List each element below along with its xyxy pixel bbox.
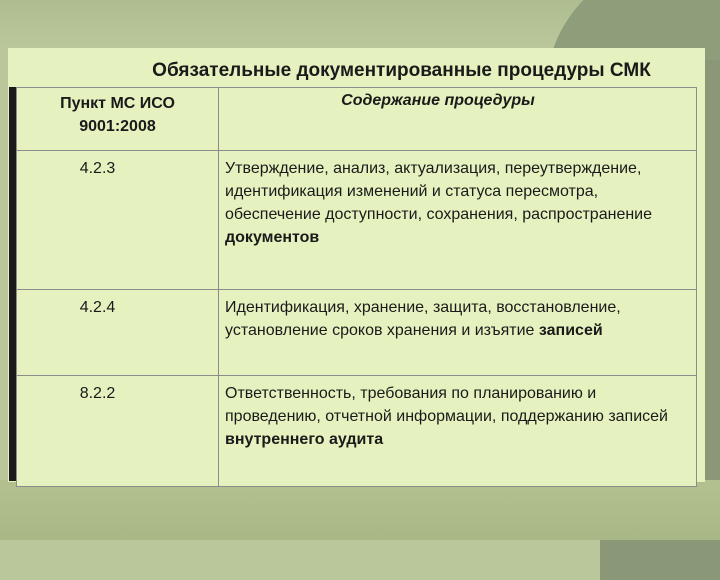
row-text: Ответственность, требования по планированию и проведению, отчетной информации, поддержанию записей [225, 385, 668, 425]
row-description [219, 376, 697, 487]
row-bold-term: записей [538, 322, 603, 339]
row-clause: 4.2.3 [17, 151, 219, 290]
slide-title: Обязательные документированные процедуры СМК [152, 60, 651, 81]
row-description [219, 290, 697, 376]
row-clause: 4.2.4 [17, 290, 219, 376]
table-header-row [17, 88, 697, 151]
header-clause: Пункт МС ИСО 9001:2008 [17, 88, 219, 151]
table-row [17, 151, 697, 290]
procedures-table [16, 87, 697, 487]
row-text: Утверждение, анализ, актуализация, переутверждение, идентификация изменений и статуса пересмотра, обеспечение доступности, сохранения, распространение [225, 160, 653, 223]
row-description [219, 151, 697, 290]
table-left-bar [9, 87, 16, 481]
background-bottom-band [0, 480, 720, 540]
header-content: Содержание процедуры [219, 88, 697, 151]
row-clause: 8.2.2 [17, 376, 219, 487]
row-bold-term: внутреннего аудита [225, 431, 384, 448]
row-bold-term: документов [225, 229, 320, 246]
row-text: Идентификация, хранение, защита, восстановление, установление сроков хранения и изъятие [225, 299, 621, 339]
table-row [17, 376, 697, 487]
table-row [17, 290, 697, 376]
